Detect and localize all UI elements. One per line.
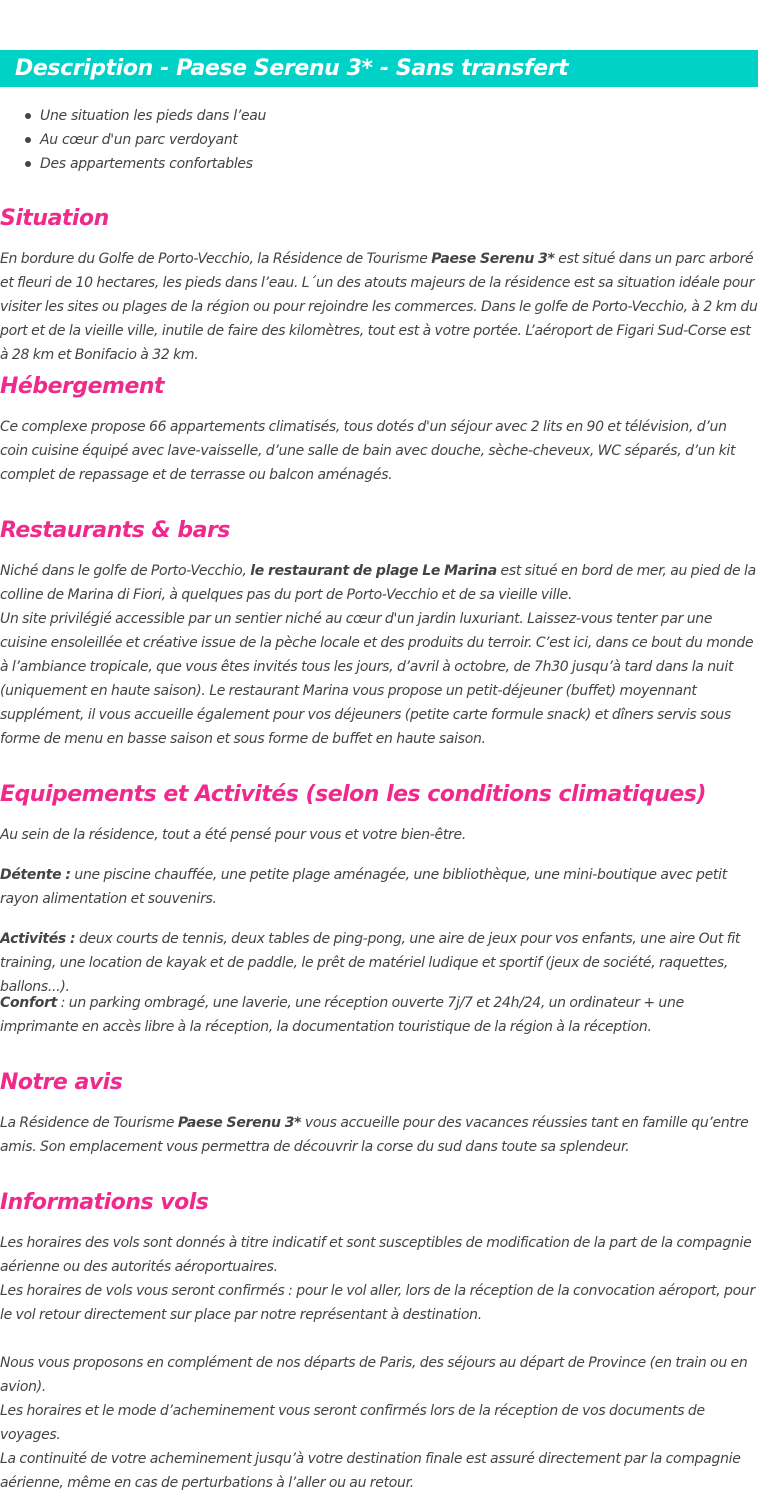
- detente-paragraph: [0, 863, 758, 911]
- restaurants-text-2: Un site privilégié accessible par un sentier niché au cœur d'un jardin luxuriant. Laissez-vous tenter par une cuisine ensoleillée et créative issue de la pèche locale et des produits du terroir. C’est ici, dans ce bout du monde à l’ambiance tropicale, que vous êtes invités tous les jours, d’avril à octobre, de 7h30 jusqu’à tard dans la nuit (uniquement en haute saison). Le restaurant Marina vous propose un petit-déjeuner (buffet) moyennant supplément, il vous accueille également pour vos déjeuners (petite carte formule snack) et dîners servis sous forme de menu en basse saison et sous forme de buffet en haute saison.: [0, 611, 754, 747]
- equipements-heading: Equipements et Activités (selon les conditions climatiques): [0, 782, 706, 807]
- equipements-intro: Au sein de la résidence, tout a été pensé pour vous et votre bien-être.: [0, 827, 466, 843]
- activites-paragraph: [0, 927, 758, 999]
- vols-text-1: Les horaires des vols sont donnés à titre indicatif et sont susceptibles de modification de la part de la compagnie aérienne ou des autorités aéroportuaires.: [0, 1235, 752, 1275]
- avis-paragraph: [0, 1111, 758, 1159]
- avis-text-start: La Résidence de Tourisme: [0, 1115, 178, 1131]
- avis-heading: Notre avis: [0, 1070, 123, 1095]
- description-banner: [0, 50, 758, 87]
- list-item: Au cœur d'un parc verdoyant: [0, 128, 266, 152]
- vols-paragraph-1: [0, 1231, 758, 1327]
- situation-heading: Situation: [0, 206, 109, 231]
- banner-title: Description - Paese Serenu 3* - Sans transfert: [15, 56, 569, 81]
- restaurants-paragraph: [0, 559, 758, 751]
- situation-text-end: est situé dans un parc arboré et fleuri de 10 hectares, les pieds dans l’eau. L´un des atouts majeurs de la résidence est sa situation idéale pour visiter les sites ou plages de la région ou pour rejoindre les commerces. Dans le golfe de Porto-Vecchio, à 2 km du port et de la vieille ville, inutile de faire des kilomètres, tout est à votre portée. L’aéroport de Figari Sud-Corse est à 28 km et Bonifacio à 32 km.: [0, 251, 758, 363]
- restaurants-text-start: Niché dans le golfe de Porto-Vecchio,: [0, 563, 251, 579]
- vols-paragraph-2: [0, 1351, 758, 1495]
- hebergement-heading: Hébergement: [0, 374, 165, 399]
- restaurants-text-end: est situé en bord de mer, au pied de la colline de Marina di Fiori, à quelques pas du port de Porto-Vecchio et de sa vieille ville.: [0, 563, 756, 603]
- highlights-list: [0, 104, 266, 176]
- residence-name: Paese Serenu 3*: [177, 1115, 302, 1131]
- avis-text-end: vous accueille pour des vacances réussies tant en famille qu’entre amis. Son emplacement vous permettra de découvrir la corse du sud dans toute sa splendeur.: [0, 1115, 749, 1155]
- vols-text-5: La continuité de votre acheminement jusqu’à votre destination finale est assuré directement par la compagnie aérienne, même en cas de perturbations à l’aller ou au retour.: [0, 1451, 741, 1491]
- list-item: Des appartements confortables: [0, 152, 266, 176]
- restaurants-heading: Restaurants & bars: [0, 518, 230, 543]
- situation-text-start: En bordure du Golfe de Porto-Vecchio, la Résidence de Tourisme: [0, 251, 432, 267]
- confort-text: : un parking ombragé, une laverie, une réception ouverte 7j/7 et 24h/24, un ordinateur + une imprimante en accès libre à la réception, la documentation touristique de la région à la réception.: [0, 995, 684, 1035]
- restaurant-name: le restaurant de plage Le Marina: [250, 563, 497, 579]
- situation-paragraph: [0, 247, 758, 367]
- list-item: Une situation les pieds dans l’eau: [0, 104, 266, 128]
- activites-text: deux courts de tennis, deux tables de ping-pong, une aire de jeux pour vos enfants, une aire Out fit training, une location de kayak et de paddle, le prêt de matériel ludique et sportif (jeux de société, raquettes, ballons...).: [0, 931, 741, 995]
- detente-label: Détente :: [0, 867, 71, 883]
- vols-text-2: Les horaires de vols vous seront confirmés : pour le vol aller, lors de la réception de la convocation aéroport, pour le vol retour directement sur place par notre représentant à destination.: [0, 1283, 755, 1323]
- vols-text-3: Nous vous proposons en complément de nos départs de Paris, des séjours au départ de Province (en train ou en avion).: [0, 1355, 748, 1395]
- residence-name: Paese Serenu 3*: [431, 251, 555, 267]
- confort-label: Confort: [0, 995, 58, 1011]
- confort-paragraph: [0, 991, 758, 1039]
- detente-text: une piscine chauffée, une petite plage aménagée, une bibliothèque, une mini-boutique avec petit rayon alimentation et souvenirs.: [0, 867, 727, 907]
- vols-heading: Informations vols: [0, 1190, 209, 1215]
- activites-label: Activités :: [0, 931, 76, 947]
- vols-text-4: Les horaires et le mode d’acheminement vous seront confirmés lors de la réception de vos documents de voyages.: [0, 1403, 705, 1443]
- hebergement-paragraph: Ce complexe propose 66 appartements climatisés, tous dotés d'un séjour avec 2 lits en 90 et télévision, d’un coin cuisine équipé avec lave-vaisselle, d’une salle de bain avec douche, sèche-cheveux, WC séparés, d’un kit complet de repassage et de terrasse ou balcon aménagés.: [0, 419, 736, 483]
